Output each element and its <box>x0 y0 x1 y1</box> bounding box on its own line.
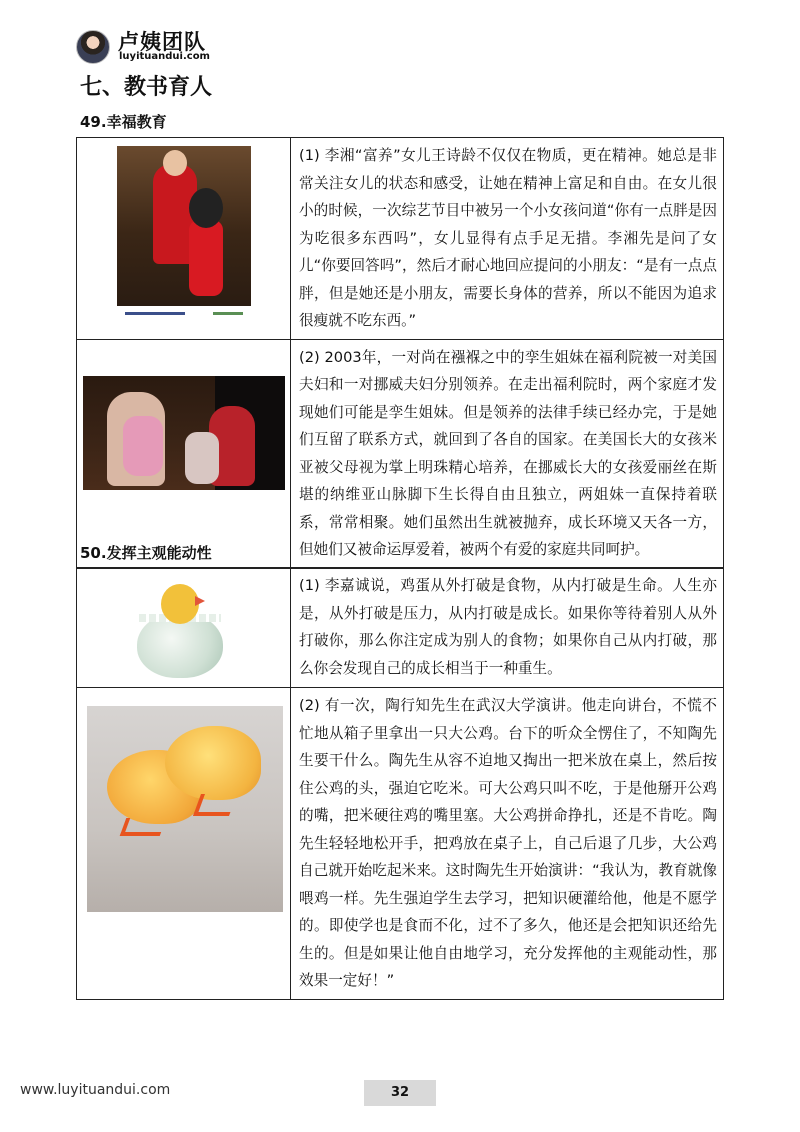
story-text: (2) 有一次，陶行知先生在武汉大学演讲。他走向讲台，不慌不忙地从箱子里拿出一只大公鸡。台下的听众全愣住了，不知陶先生要干什么。陶先生从容不迫地又掏出一把米放在桌上，然后按住公鸡的头，强迫它吃米。可大公鸡只叫不吃，于是他掰开公鸡的嘴，把米硬往鸡的嘴里塞。大公鸡拼命挣扎，还是不肯吃。陶先生轻轻地松开手，把鸡放在桌子上，自己后退了几步，大公鸡自己就开始吃起米来。这时陶先生开始演讲：“我认为，教育就像喂鸡一样。先生强迫学生去学习，把知识硬灌给他，他是不愿学的。即使学也是食而不化，过不了多久，他还是会把知识还给先生的。但是如果让他自由地学习，充分发挥他的主观能动性，那效果一定好！” <box>291 688 724 1000</box>
table-row <box>77 568 724 688</box>
table-row <box>77 688 724 1000</box>
story-text: (2) 2003年，一对尚在襁褓之中的孪生姐妹在福利院被一对美国夫妇和一对挪威夫妇分别领养。在走出福利院时，两个家庭才发现她们可能是孪生姐妹。但是领养的法律手续已经办完，于是她们互留了联系方式，就回到了各自的国家。在美国长大的女孩米亚被父母视为掌上明珠精心培养，在挪威长大的女孩爱丽丝在斯堪的纳维亚山脉脚下生长得自由且独立，两姐妹一直保持着联系，常常相聚。她们虽然出生就被抛弃，成长环境又天各一方，但她们又被命运厚爱着，被两个有爱的家庭共同呵护。 <box>291 339 724 568</box>
brand-header <box>76 26 376 66</box>
item-title-50: 50.发挥主观能动性 <box>80 544 212 562</box>
page-number: 32 <box>364 1080 436 1106</box>
item-title-49: 49.幸福教育 <box>80 113 167 131</box>
section-title: 七、教书育人 <box>80 75 213 100</box>
item-table-50 <box>76 567 724 1000</box>
footer-url: www.luyituandui.com <box>20 1082 171 1098</box>
photo-cell <box>77 339 291 568</box>
table-row <box>77 339 724 568</box>
photo-cell <box>77 568 291 688</box>
avatar <box>76 30 110 64</box>
brand-name: 卢姨团队 <box>118 30 206 54</box>
photo-caption-strip <box>117 310 251 318</box>
table-row <box>77 138 724 340</box>
hatching-chick-photo <box>131 578 231 678</box>
brand-url: luyituandui.com <box>119 51 210 62</box>
photo-cell <box>77 688 291 1000</box>
photo-cell <box>77 138 291 340</box>
item-table-49 <box>76 137 724 569</box>
story-text: (1) 李嘉诚说，鸡蛋从外打破是食物，从内打破是生命。人生亦是，从外打破是压力，从内打破是成长。如果你等待着别人从外打破你，那么你注定成为别人的食物；如果你自己从内打破，那么你会发现自己的成长相当于一种重生。 <box>291 568 724 688</box>
mother-daughter-photo <box>117 146 251 306</box>
chicks-eating-photo <box>87 706 283 912</box>
twins-family-photo <box>83 376 285 490</box>
story-text: (1) 李湘“富养”女儿王诗龄不仅仅在物质，更在精神。她总是非常关注女儿的状态和感受，让她在精神上富足和自由。在女儿很小的时候，一次综艺节目中被另一个小女孩问道“你有一点胖是因为吃很多东西吗”，女儿显得有点手足无措。李湘先是问了女儿“你要回答吗”，然后才耐心地回应提问的小朋友：“是有一点点胖，但是她还是小朋友，需要长身体的营养，所以不能因为追求很瘦就不吃东西。” <box>291 138 724 340</box>
